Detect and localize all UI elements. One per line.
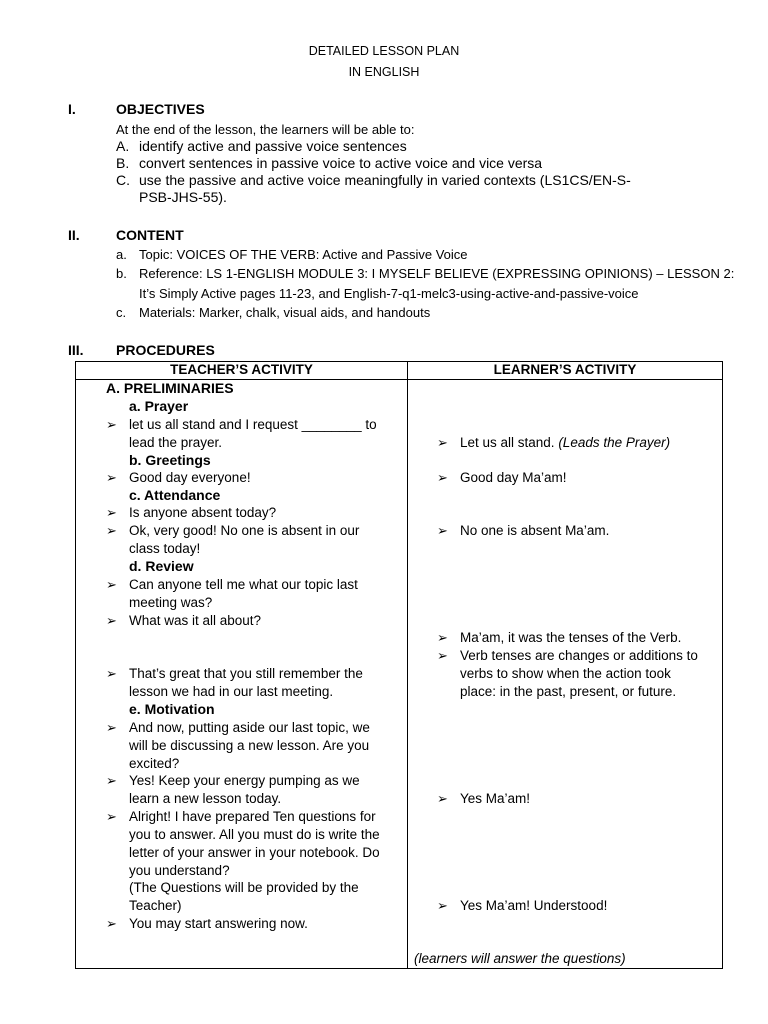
content-text: Reference: LS 1-ENGLISH MODULE 3: I MYSELF BELIEVE (EXPRESSING OPINIONS) – LESSON 2: xyxy=(139,266,735,281)
teacher-line: lesson we had in our last meeting. xyxy=(129,684,334,699)
content-letter: b. xyxy=(116,266,127,281)
learner-activity-cell xyxy=(408,380,723,969)
objective-text: identify active and passive voice sentences xyxy=(139,138,407,154)
teacher-line: Is anyone absent today? xyxy=(129,505,277,520)
teacher-line: let us all stand and I request ________ to xyxy=(129,417,377,432)
learner-activity-header: LEARNER’S ACTIVITY xyxy=(408,362,723,380)
teacher-line: learn a new lesson today. xyxy=(129,791,282,806)
arrow-bullet-icon: ➢ xyxy=(106,613,117,628)
teacher-line: will be discussing a new lesson. Are you xyxy=(129,738,370,753)
arrow-bullet-icon: ➢ xyxy=(106,523,117,538)
arrow-bullet-icon: ➢ xyxy=(437,630,448,645)
arrow-bullet-icon: ➢ xyxy=(106,505,117,520)
arrow-bullet-icon: ➢ xyxy=(437,791,448,806)
learner-line: (learners will answer the questions) xyxy=(414,951,626,966)
attendance-subheading: c. Attendance xyxy=(129,487,221,503)
doc-title: DETAILED LESSON PLAN xyxy=(308,44,460,58)
learner-stage-direction: (Leads the Prayer) xyxy=(558,435,671,450)
teacher-line: Yes! Keep your energy pumping as we xyxy=(129,773,360,788)
teacher-line: you understand? xyxy=(129,863,230,878)
learner-line: Ma’am, it was the tenses of the Verb. xyxy=(460,630,682,645)
greetings-subheading: b. Greetings xyxy=(129,452,211,468)
learner-line: Verb tenses are changes or additions to xyxy=(460,648,698,663)
learner-response: Let us all stand. xyxy=(460,435,559,450)
learner-line: No one is absent Ma’am. xyxy=(460,523,610,538)
arrow-bullet-icon: ➢ xyxy=(106,809,117,824)
teacher-line: letter of your answer in your notebook. Do xyxy=(129,845,380,860)
preliminaries-heading: A. PRELIMINARIES xyxy=(106,380,234,396)
arrow-bullet-icon: ➢ xyxy=(106,666,117,681)
arrow-bullet-icon: ➢ xyxy=(437,648,448,663)
arrow-bullet-icon: ➢ xyxy=(106,470,117,485)
teacher-line: What was it all about? xyxy=(129,613,262,628)
teacher-line: Ok, very good! No one is absent in our xyxy=(129,523,360,538)
arrow-bullet-icon: ➢ xyxy=(106,916,117,931)
objective-text: convert sentences in passive voice to active voice and vice versa xyxy=(139,155,543,171)
teacher-activity-header: TEACHER’S ACTIVITY xyxy=(76,362,408,380)
teacher-line: Alright! I have prepared Ten questions for xyxy=(129,809,376,824)
teacher-activity-cell xyxy=(76,380,408,969)
arrow-bullet-icon: ➢ xyxy=(437,523,448,538)
content-letter: c. xyxy=(116,305,127,320)
learner-line: Yes Ma’am! Understood! xyxy=(460,898,608,913)
learner-line: Good day Ma’am! xyxy=(460,470,567,485)
content-text: Materials: Marker, chalk, visual aids, and handouts xyxy=(139,305,431,320)
teacher-line: (The Questions will be provided by the xyxy=(129,880,359,895)
doc-subtitle: IN ENGLISH xyxy=(348,65,420,79)
teacher-line: That’s great that you still remember the xyxy=(129,666,363,681)
arrow-bullet-icon: ➢ xyxy=(106,720,117,735)
learner-line xyxy=(460,435,670,450)
objective-letter: C. xyxy=(116,172,130,188)
content-text: Topic: VOICES OF THE VERB: Active and Passive Voice xyxy=(139,247,468,262)
arrow-bullet-icon: ➢ xyxy=(437,898,448,913)
teacher-line: class today! xyxy=(129,541,201,556)
objective-text: use the passive and active voice meaningfully in varied contexts (LS1CS/EN-S- xyxy=(139,172,631,188)
teacher-line: And now, putting aside our last topic, we xyxy=(129,720,370,735)
review-subheading: d. Review xyxy=(129,558,194,574)
arrow-bullet-icon: ➢ xyxy=(106,773,117,788)
learner-line: Yes Ma’am! xyxy=(460,791,531,806)
teacher-line: excited? xyxy=(129,756,180,771)
teacher-line: Teacher) xyxy=(129,898,182,913)
section-title-content: CONTENT xyxy=(116,227,184,243)
objective-text-continued: PSB-JHS-55). xyxy=(139,189,227,205)
arrow-bullet-icon: ➢ xyxy=(106,577,117,592)
learner-line: place: in the past, present, or future. xyxy=(460,684,677,699)
teacher-line: you to answer. All you must do is write the xyxy=(129,827,380,842)
arrow-bullet-icon: ➢ xyxy=(106,417,117,432)
teacher-line: You may start answering now. xyxy=(129,916,308,931)
section-title-procedures: PROCEDURES xyxy=(116,342,215,358)
content-text-continued: It’s Simply Active pages 11-23, and English-7-q1-melc3-using-active-and-passive-voice xyxy=(139,286,639,301)
arrow-bullet-icon: ➢ xyxy=(437,470,448,485)
teacher-line: Good day everyone! xyxy=(129,470,251,485)
learner-line: verbs to show when the action took xyxy=(460,666,671,681)
section-number-procedures: III. xyxy=(68,342,84,358)
motivation-subheading: e. Motivation xyxy=(129,701,215,717)
objective-letter: B. xyxy=(116,155,130,171)
procedures-table xyxy=(75,361,723,969)
teacher-line: lead the prayer. xyxy=(129,435,223,450)
prayer-subheading: a. Prayer xyxy=(129,398,189,414)
arrow-bullet-icon: ➢ xyxy=(437,435,448,450)
teacher-line: Can anyone tell me what our topic last xyxy=(129,577,358,592)
content-letter: a. xyxy=(116,247,127,262)
objectives-intro: At the end of the lesson, the learners will be able to: xyxy=(116,122,415,137)
section-number-objectives: I. xyxy=(68,101,76,117)
section-title-objectives: OBJECTIVES xyxy=(116,101,205,117)
objective-letter: A. xyxy=(116,138,130,154)
section-number-content: II. xyxy=(68,227,80,243)
teacher-line: meeting was? xyxy=(129,595,213,610)
